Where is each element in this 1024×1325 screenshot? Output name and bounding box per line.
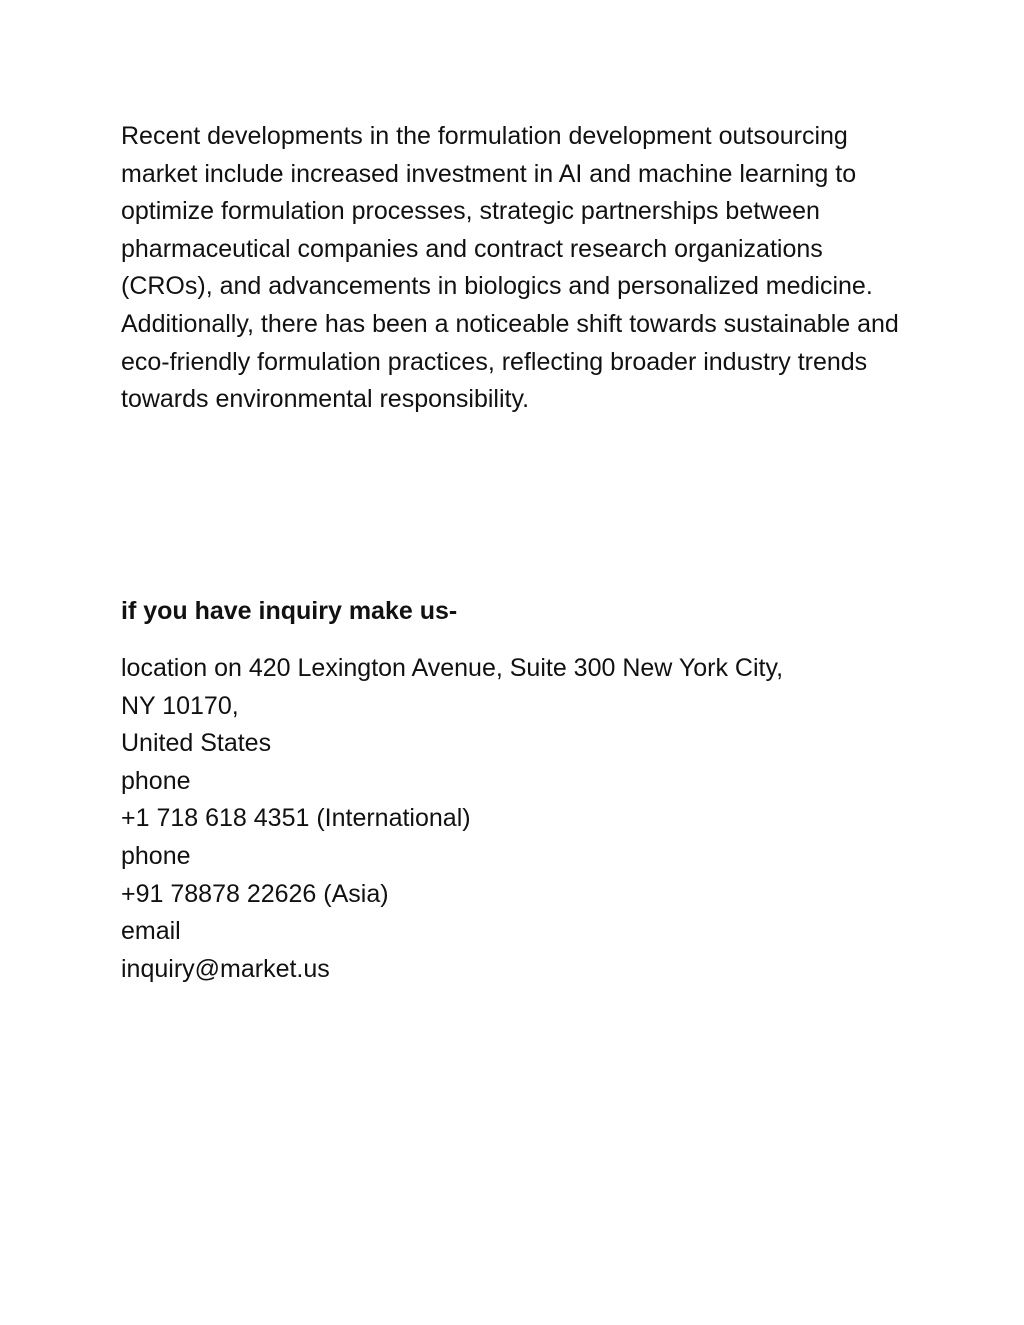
location-line-2: NY 10170, — [121, 691, 239, 720]
contact-block — [121, 650, 921, 988]
phone-label-asia: phone — [121, 841, 191, 870]
country-line: United States — [121, 729, 272, 758]
inquiry-heading: if you have inquiry make us- — [121, 597, 458, 625]
phone-international: +1 718 618 4351 (International) — [121, 804, 471, 833]
phone-label-international: phone — [121, 766, 191, 795]
phone-asia: +91 78878 22626 (Asia) — [121, 879, 389, 908]
location-line-1: location on 420 Lexington Avenue, Suite 300 New York City, — [121, 654, 784, 682]
document-body — [121, 118, 921, 983]
email-address: inquiry@market.us — [121, 954, 330, 983]
email-label: email — [121, 917, 181, 946]
intro-paragraph: Recent developments in the formulation development outsourcing market include increased investment in AI and machine learning to optimize formulation processes, strategic partnerships between pharmaceutical companies and contract research organizations (CROs), and advancements in biologics and personalized medicine. Additionally, there has been a noticeable shift towards sustainable and eco-friendly formulation practices, reflecting broader industry trends towards environmental responsibility. — [121, 122, 899, 414]
